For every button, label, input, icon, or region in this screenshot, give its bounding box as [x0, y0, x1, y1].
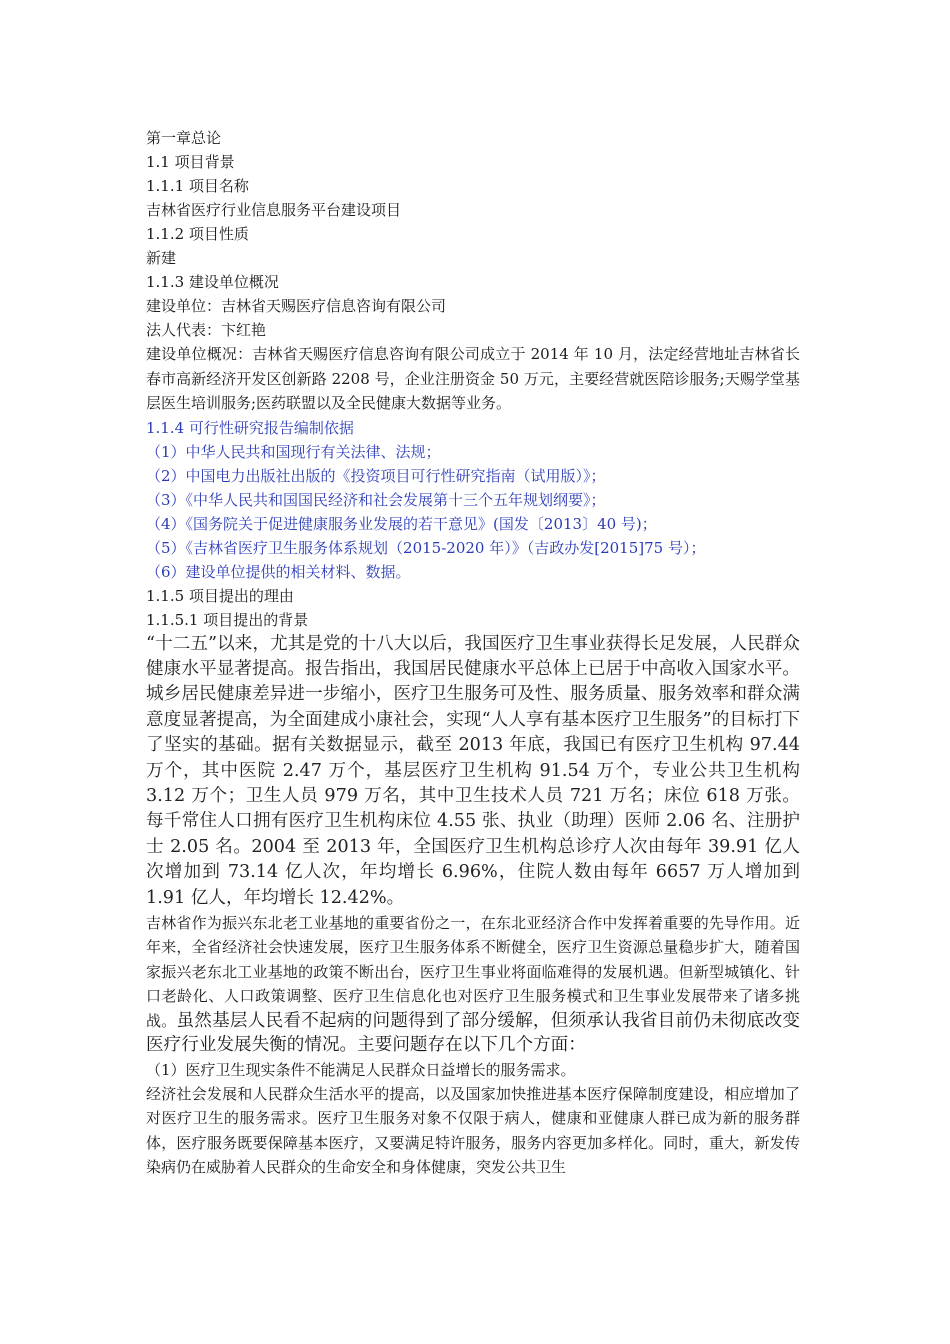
heading-1-1-2: 1.1.2 项目性质: [146, 225, 249, 243]
demand-paragraph: 经济社会发展和人民群众生活水平的提高，以及国家加快推进基本医疗保障制度建设，相应增加了对医疗卫生的服务需求。医疗卫生服务对象不仅限于病人，健康和亚健康人群已成为新的服务群体，医疗服务既要保障基本医疗，又要满足特许服务，服务内容更加多样化。同时，重大，新发传染病仍在威胁着人民群众的生命安全和身体健康，突发公共卫生: [146, 1084, 800, 1177]
jilin-paragraph-part-b: 虽然基层人民看不起病的问题得到了部分缓解，但须承认我省目前仍未彻底改变医疗行业发展失衡的情况。主要问题存在以下几个方面：: [146, 1010, 800, 1056]
project-name: 吉林省医疗行业信息服务平台建设项目: [146, 201, 402, 219]
jilin-paragraph-part-a: 吉林省作为振兴东北老工业基地的重要省份之一，在东北亚经济合作中发挥着重要的先导作用。近年来，全省经济社会快速发展，医疗卫生服务体系不断健全，医疗卫生资源总量稳步扩大，随着国家振兴老东北工业基地的政策不断出台，医疗卫生事业将面临难得的发展机遇。但新型城镇化、针口老龄化、人口政策调整、医疗卫生信息化也对医疗卫生服务模式和卫生事业发展带来了诸多挑战。: [146, 913, 800, 1030]
heading-1-1-5-1: 1.1.5.1 项目提出的背景: [146, 610, 309, 629]
heading-1-1-3: 1.1.3 建设单位概况: [146, 273, 279, 291]
basis-item: （3）《中华人民共和国国民经济和社会发展第十三个五年规划纲要》；: [146, 490, 606, 509]
legal-representative: 法人代表：卞红艳: [146, 321, 267, 339]
heading-1-1-4: 1.1.4 可行性研究报告编制依据: [146, 418, 354, 437]
basis-item: （4）《国务院关于促进健康服务业发展的若干意见》(国发〔2013〕40 号)；: [146, 514, 657, 533]
heading-1-1: 1.1 项目背景: [146, 153, 235, 171]
builder-overview: 建设单位概况：吉林省天赐医疗信息咨询有限公司成立于 2014 年 10 月，法定经营地址吉林省长春市高新经济开发区创新路 2208 号，企业注册资金 50 万元，主要经营就医陪诊服务;天赐学堂基层医生培训服务;医药联盟以及全民健康大数据等业务。: [146, 345, 800, 412]
jilin-paragraph: [146, 911, 800, 1058]
heading-1-1-1: 1.1.1 项目名称: [146, 177, 249, 195]
basis-item: （5）《吉林省医疗卫生服务体系规划（2015-2020 年）》（吉政办发[2015]75 号）；: [146, 538, 706, 557]
basis-item: （1）中华人民共和国现行有关法律、法规；: [146, 442, 441, 461]
background-paragraph: “十二五”以来，尤其是党的十八大以后，我国医疗卫生事业获得长足发展，人民群众健康水平显著提高。报告指出，我国居民健康水平总体上已居于中高收入国家水平。城乡居民健康差异进一步缩小，医疗卫生服务可及性、服务质量、服务效率和群众满意度显著提高，为全面建成小康社会，实现“人人享有基本医疗卫生服务”的目标打下了坚实的基础。据有关数据显示，截至 2013 年底，我国已有医疗卫生机构 97.44 万个，其中医院 2.47 万个，基层医疗卫生机构 91.54 万个，专业公共卫生机构 3.12 万个；卫生人员 979 万名，其中卫生技术人员 721 万名；床位 618 万张。每千常住人口拥有医疗卫生机构床位 4.55 张、执业（助理）医师 2.06 名、注册护士 2.05 名。2004 至 2013 年，全国医疗卫生机构总诊疗人次由每年 39.91 亿人次增加到 73.14 亿人次，年均增长 6.96%，住院人数由每年 6657 万人增加到 1.91 亿人，年均增长 12.42%。: [146, 633, 800, 908]
project-nature: 新建: [146, 249, 177, 267]
basis-item: （2）中国电力出版社出版的《投资项目可行性研究指南（试用版）》；: [146, 466, 606, 485]
heading-1-1-5: 1.1.5 项目提出的理由: [146, 586, 294, 605]
basis-item: （6）建设单位提供的相关材料、数据。: [146, 562, 411, 581]
chapter-title: 第一章总论: [146, 129, 222, 147]
issue-1: （1）医疗卫生现实条件不能满足人民群众日益增长的服务需求。: [146, 1060, 576, 1079]
builder-unit: 建设单位：吉林省天赐医疗信息咨询有限公司: [146, 297, 447, 315]
